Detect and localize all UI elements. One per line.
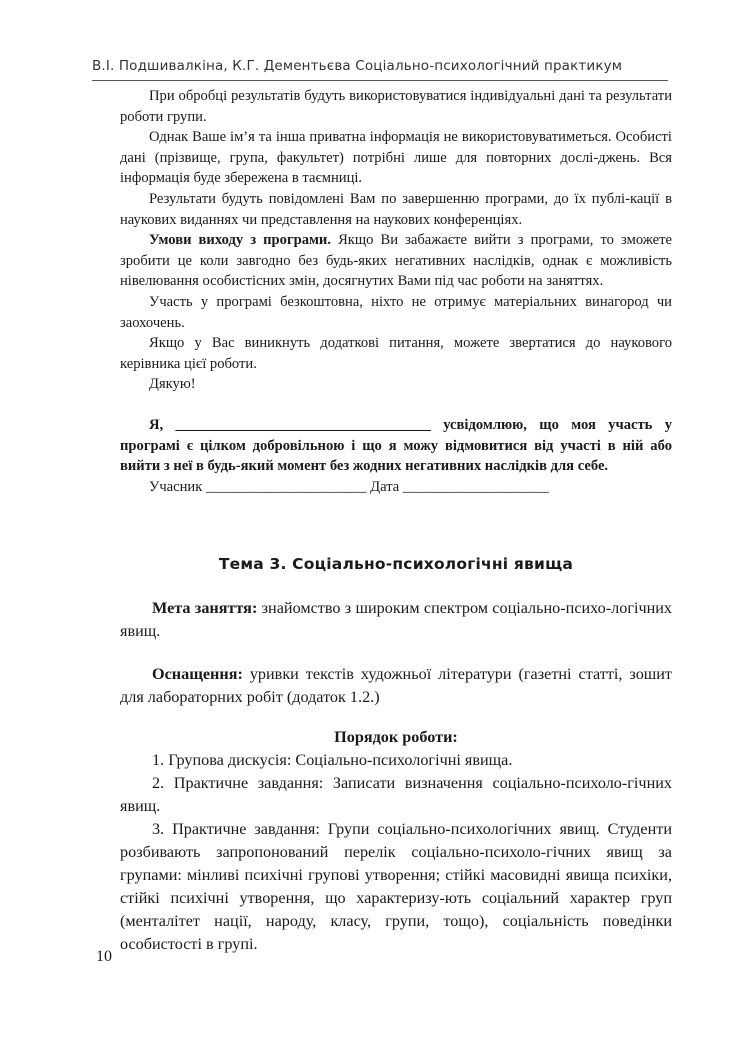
main-text: [120, 86, 672, 497]
equipment-paragraph: [120, 663, 672, 709]
goal-text: знайомство з широким спектром соціально-психо-логічних явищ.: [120, 599, 673, 640]
work-step: 3. Практичне завдання: Групи соціально-психологічних явищ. Студенти розбивають запропонований перелік соціально-психоло-гічних явищ за групами: мінливі психічні групові утворення; стійкі масовидні явища психіки, стійкі психічні утворення, що характеризу-ють соціальний характер груп (менталітет нації, народу, класу, групи, тощо), соціальність поведінки особистості в групі.: [120, 820, 672, 953]
paragraph-exit-conditions: [120, 230, 672, 292]
paragraph-contact: Якщо у Вас виникнуть додаткові питання, можете звертатися до наукового керівника цієї роботи.: [120, 335, 672, 372]
equipment-label: Оснащення:: [152, 665, 243, 683]
work-step: 2. Практичне завдання: Записати визначення соціально-психоло-гічних явищ.: [120, 774, 672, 815]
exit-conditions-label: Умови виходу з програми.: [149, 232, 331, 249]
exit-conditions-text: Якщо Ви забажаєте вийти з програми, то зможете зробити це коли завгодно без будь-яких негативних наслідків, однак є можливість нівелювання особистісних змін, досягнутих Вами під час роботи на заняттях.: [120, 232, 672, 290]
topic-title: Тема 3. Соціально-психологічні явища: [218, 555, 574, 573]
paragraph-thanks: Дякую!: [149, 376, 196, 393]
consent-text: Я, ___________________________________ усвідомлюю, що моя участь у програмі є цілком добровільною і що я можу відмовитися від участі в ній або вийти з неї в будь-який момент без жодних негативних наслідків для себе.: [120, 416, 672, 475]
work-order-title: Порядок роботи:: [334, 728, 458, 746]
equipment-text: уривки текстів художньої літератури (газетні статті, зошит для лабораторних робіт (додаток 1.2.): [120, 665, 672, 706]
paragraph-privacy: Однак Ваше ім’я та інша приватна інформація не використовуватиметься. Особисті дані (прізвище, група, факультет) потрібні лише для повторних дослі-джень. Вся інформація буде збережена в таємниці.: [120, 129, 672, 187]
paragraph-free-participation: Участь у програмі безкоштовна, ніхто не отримує матеріальних винагород чи заохочень.: [120, 293, 672, 331]
work-steps: [120, 749, 672, 956]
work-step: 1. Групова дискусія: Соціально-психологічні явища.: [152, 751, 513, 769]
consent-statement: [120, 415, 672, 477]
paragraph-results-processing: При обробці результатів будуть використовуватися індивідуальні дані та результати роботи групи.: [120, 88, 672, 125]
paragraph-results-report: Результати будуть повідомлені Вам по завершенню програми, до їх публі-кації в наукових виданнях чи представлення на наукових конференціях.: [120, 190, 672, 228]
goal-label: Мета заняття:: [152, 599, 258, 617]
equipment-section: [120, 663, 672, 709]
running-header: В.І. Подшивалкіна, К.Г. Дементьєва Соціально-психологічний практикум: [92, 58, 623, 74]
goal-section: [120, 597, 672, 643]
header-divider: [92, 80, 668, 81]
goal-paragraph: [120, 597, 672, 643]
signature-line: Учасник ______________________ Дата ____________________: [149, 478, 549, 495]
page-number: 10: [96, 948, 112, 965]
